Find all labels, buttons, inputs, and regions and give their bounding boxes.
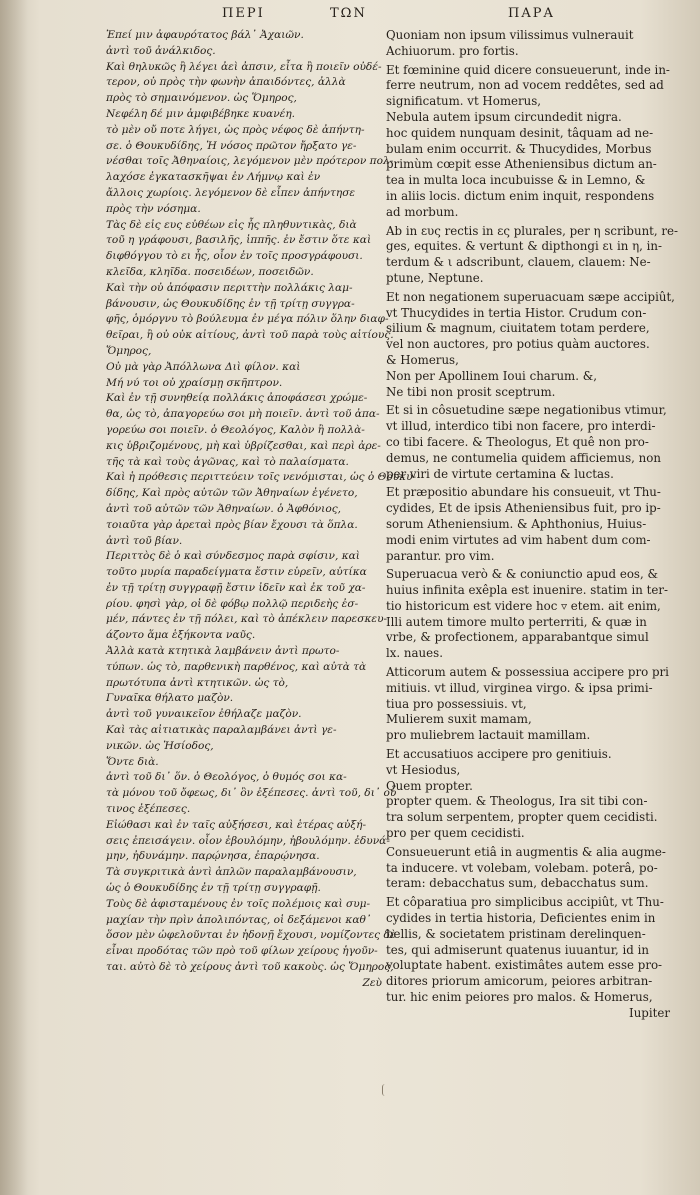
latin-line: primùm cœpit esse Atheniensibus dictum an-: [386, 157, 657, 172]
latin-line: vt Hesiodus,: [386, 762, 461, 777]
greek-catchword: Ζεὺ: [362, 976, 382, 989]
page-gutter-shadow: [0, 0, 28, 1195]
greek-line: Οὐ μὰ γὰρ Ἀπόλλωνα Διὶ φίλον. καὶ: [106, 360, 301, 373]
greek-line: ὅσον μὲν ὠφελοῦνται ἐν ἡδονῇ ἔχουσι, νομίζοντες δὲ: [106, 929, 396, 942]
latin-line: tes, qui admiserunt quatenus iuuantur, id in: [386, 942, 649, 957]
greek-line: άζοντο ἅμα ἑξήκοντα ναῦς.: [106, 629, 256, 642]
latin-line: Quoniam non ipsum vilissimus vulnerauit: [386, 28, 634, 42]
greek-line: Τοὺς δὲ ἀφισταμένους ἐν τοῖς πολέμοις καὶ συμ-: [106, 897, 371, 910]
greek-line: νικῶν. ὡς Ἡσίοδος,: [106, 739, 214, 752]
greek-line: Εἰώθασι καὶ ἐν ταῖς αὐξήσεσι, καὶ ἑτέρας αὐξή-: [106, 818, 367, 831]
greek-paragraph: [106, 549, 388, 644]
greek-line: εἶναι προδότας τῶν πρὸ τοῦ φίλων χείρους ἡγοῦν-: [106, 945, 378, 958]
latin-line: voluptate habent. existimâtes autem esse pro-: [386, 958, 663, 973]
greek-line: δίδης, Καὶ πρὸς αὐτῶν τῶν Ἀθηναίων ἐγένετο,: [106, 487, 358, 500]
latin-line: vt Thucydides in tertia Histor. Crudum con-: [386, 305, 647, 320]
greek-line: ἀντὶ τοῦ δι᾽ ὅν. ὁ Θεολόγος, ὁ θυμός σοι κα-: [106, 771, 347, 784]
greek-line: σεις ἐπεισάγειν. οἷον ἐβουλόμην, ἠβουλόμην. ἐδυνά-: [106, 834, 390, 847]
latin-line: Consueuerunt etiâ in augmentis & alia augme-: [386, 844, 666, 859]
greek-line: τερον, οὐ πρὸς τὴν φωνὴν ἀπαιδόντες, ἀλλὰ: [106, 76, 346, 89]
greek-paragraph: [106, 60, 394, 218]
greek-line: ἀντὶ τοῦ ἀνάλκιδος.: [106, 44, 216, 57]
latin-line: hoc quidem nunquam desinit, tâquam ad ne-: [386, 125, 654, 140]
margin-mark: [382, 1084, 388, 1096]
greek-line: Μή νύ τοι οὐ χραίσμῃ σκῆπτρον.: [106, 376, 283, 389]
greek-line: θα, ὡς τὸ, ἀπαγορεύω σοι μὴ ποιεῖν. ἀντὶ τοῦ ἀπα-: [106, 408, 380, 421]
latin-paragraph: [386, 665, 670, 744]
latin-line: Atticorum autem & possessiua accipere pro pri: [386, 665, 669, 680]
latin-line: tio historicum est videre hoc ▿ etem. ait enim,: [386, 598, 661, 613]
latin-paragraph: [386, 289, 675, 401]
latin-line: ad morbum.: [386, 204, 459, 219]
latin-line: tur. hic enim peiores pro malos. & Homerus,: [386, 990, 653, 1005]
latin-line: silium & magnum, ciuitatem totam perdere,: [386, 321, 650, 336]
greek-paragraph: [106, 723, 397, 818]
greek-paragraph: [106, 391, 382, 470]
latin-line: significatum. vt Homerus,: [386, 94, 542, 109]
latin-paragraph: [386, 28, 670, 60]
greek-paragraph: [106, 644, 382, 723]
greek-line: Καὶ τὴν οὐ ἀπόφασιν περιττὴν πολλάκις λαμ-: [106, 281, 353, 294]
latin-line: Nebula autem ipsum circundedit nigra.: [386, 109, 622, 124]
latin-line: Achiuorum. pro fortis.: [386, 43, 519, 58]
latin-line: lx. naues.: [386, 646, 443, 661]
latin-paragraph: [386, 223, 679, 287]
greek-line: ἐν τῇ τρίτῃ συγγραφῇ ἔστιν ἰδεῖν καὶ ἐκ τοῦ χα-: [106, 581, 366, 594]
latin-line: & Homerus,: [386, 352, 459, 367]
greek-paragraph: [106, 28, 382, 60]
latin-line: modi enim virtutes ad vim habent dum com-: [386, 532, 651, 547]
latin-line: teram: debacchatus sum, debacchatus sum.: [386, 876, 649, 891]
greek-line: ται. αὐτὸ δὲ τὸ χείρους ἀντὶ τοῦ κακοὺς. ὡς Ὅμηρος,: [106, 961, 394, 974]
latin-line: per viri de virtute certamina & luctas.: [386, 466, 614, 481]
latin-line: ta inducere. vt volebam, volebam. poterâ, po-: [386, 860, 658, 875]
greek-line: μαχίαν τὴν πρὶν ἀπολιπόντας, οἱ δεξάμενοι καθ᾽: [106, 913, 372, 926]
greek-line: τοῦ η γράφουσι, βασιλῆς, ἱππῆς. ἐν ἔστιν ὅτε καὶ: [106, 234, 372, 247]
greek-line: ἄλλοις χωρίοις. λεγόμενον δὲ εἶπεν ἀπήντησε: [106, 186, 356, 199]
greek-line: Νεφέλη δέ μιν ἀμφιβέβηκε κυανέη.: [106, 107, 296, 120]
latin-line: mitiuis. vt illud, virginea virgo. & ipsa primi-: [386, 680, 653, 695]
greek-line: Καὶ τὰς αἰτιατικὰς παραλαμβάνει ἀντὶ γε-: [106, 724, 337, 737]
latin-line: ptune, Neptune.: [386, 270, 484, 285]
greek-paragraph: [106, 818, 390, 865]
greek-line: φῆς, ὁμόργνυ τὸ βούλευμα ἐν μέγα πόλιν ὅλην διαφ-: [106, 313, 389, 326]
latin-line: demus, ne contumelia quidem afficiemus, non: [386, 450, 661, 465]
latin-line: ferre neutrum, non ad vocem reddêtes, sed ad: [386, 78, 664, 93]
greek-line: τοῦτο μυρία παραδείγματα ἔστιν εὑρεῖν, αὐτίκα: [106, 566, 367, 579]
latin-line: Quem propter.: [386, 778, 473, 793]
latin-paragraph: [386, 845, 670, 892]
latin-paragraph: [386, 485, 670, 564]
latin-line: Superuacua verò & & coniunctio apud eos, &: [386, 567, 658, 582]
greek-line: μέν, πάντες ἐν τῇ πόλει, καὶ τὸ ἀπέκλειν παρεσκευ-: [106, 613, 388, 626]
greek-line: κις ὑβριζομένους, μὴ καὶ ὑβρίζεσθαι, καὶ περὶ ἀρε-: [106, 439, 381, 452]
greek-line: πρωτότυπα ἀντὶ κτητικῶν. ὡς τὸ,: [106, 676, 289, 689]
greek-line: μην, ἠδυνάμην. παρῴνησα, ἐπαρῴνησα.: [106, 850, 320, 863]
latin-line: Ne tibi non prosit sceptrum.: [386, 384, 556, 399]
latin-text-column: [386, 28, 679, 1148]
greek-paragraph: [106, 218, 382, 281]
latin-line: Et præpositio abundare his consueuit, vt Thu-: [386, 485, 661, 500]
latin-line: terdum & ι adscribunt, clauem, clauem: Ne-: [386, 255, 651, 270]
running-head-left: ΠΕΡΙ: [222, 6, 265, 21]
greek-line: Καὶ ἡ πρόθεσις περιττεύειν τοῖς νενόμισται, ὡς ὁ Θουκυ-: [106, 471, 417, 484]
latin-line: Et côparatiua pro simplicibus accipiût, vt Thu-: [386, 895, 664, 910]
greek-line: ἀντὶ τοῦ βίαν.: [106, 534, 183, 547]
latin-line: ditores priorum amicorum, peiores arbitran-: [386, 974, 653, 989]
latin-line: sorum Atheniensium. & Aphthonius, Huius-: [386, 516, 647, 531]
latin-line: Et fœminine quid dicere consueuerunt, inde in-: [386, 62, 670, 77]
greek-line: ὡς ὁ Θουκυδίδης ἐν τῇ τρίτῃ συγγραφῇ.: [106, 882, 321, 895]
greek-line: ρίου. φησὶ γὰρ, οἱ δὲ φόβῳ πολλῷ περιδεὴς ἐσ-: [106, 597, 359, 610]
greek-line: τοιαῦτα γὰρ ἀρεταὶ πρὸς βίαν ἔχουσι τὰ ὅπλα.: [106, 518, 358, 531]
greek-line: τινος ἐξέπεσες.: [106, 803, 191, 816]
latin-line: propter quem. & Theologus, Ira sit tibi con-: [386, 794, 648, 809]
greek-line: Καὶ θηλυκῶς ἢ λέγει ἀεὶ ἀπσιν, εἶτα ἢ ποιεῖν οὐδέ-: [106, 60, 382, 73]
greek-line: τύπων. ὡς τὸ, παρθενικὴ παρθένος, καὶ αὐτὰ τὰ: [106, 660, 367, 673]
greek-line: γορεύω σοι ποιεῖν. ὁ Θεολόγος, Καλὸν ἢ πολλὰ-: [106, 423, 365, 436]
greek-line: Περιττὸς δὲ ὁ καὶ σύνδεσμος παρὰ σφίσιν, καὶ: [106, 550, 360, 563]
greek-line: ἀντὶ τοῦ γυναικεῖον ἐθήλαζε μαζὸν.: [106, 708, 302, 721]
latin-line: tea in multa loca incubuisse & in Lemno, &: [386, 173, 646, 188]
latin-line: co tibi facere. & Theologus, Et quê non pro-: [386, 434, 649, 449]
latin-paragraph: [386, 403, 670, 482]
greek-line: Ὅμηρος,: [106, 344, 152, 357]
greek-paragraph: [106, 281, 394, 392]
greek-line: πρὸς τὸ σημαινόμενον. ὡς Ὅμηρος,: [106, 92, 297, 105]
greek-line: Καὶ ἐν τῇ συνηθείᾳ πολλάκις ἀποφάσεσι χρώμε-: [106, 392, 368, 405]
greek-line: Τὰς δὲ εἰς ευς εὐθέων εἰς ἦς πληθυντικὰς, διὰ: [106, 218, 357, 231]
latin-line: Et si in côsuetudine sæpe negationibus vtimur,: [386, 403, 667, 418]
latin-line: Illi autem timore multo perterriti, & quæ in: [386, 614, 647, 629]
greek-line: Ἐπεί μιν ἀφαυρότατος βάλ᾽ Ἀχαιῶν.: [106, 29, 304, 41]
greek-line: λαχόσε ἐγκατασκῆψαι ἐν Λήμνῳ καὶ ἐν: [106, 171, 321, 184]
latin-line: cydides, Et de ipsis Atheniensibus fuit, pro ip-: [386, 501, 661, 516]
running-head: [0, 6, 700, 28]
greek-line: ἀντὶ τοῦ αὐτῶν τῶν Ἀθηναίων. ὁ Ἀφθόνιος,: [106, 502, 342, 515]
greek-paragraph: [106, 865, 396, 976]
greek-line: Τὰ συγκριτικὰ ἀντὶ ἁπλῶν παραλαμβάνουσιν,: [106, 866, 357, 879]
latin-paragraph: [386, 63, 670, 221]
greek-line: θεῖραι, ἢ οὐ οὐκ αἰτίους, ἀντὶ τοῦ παρὰ τοὺς αἰτίους.: [106, 329, 394, 342]
latin-line: vel non auctores, pro potius quàm auctores.: [386, 337, 650, 352]
latin-line: bellis, & societatem pristinam derelinquen-: [386, 926, 646, 941]
latin-line: in aliis locis. dictum enim inquit, respondens: [386, 188, 655, 203]
greek-line: τὸ μὲν οὔ ποτε λήγει, ὡς πρὸς νέφος δὲ ἀπήντη-: [106, 123, 365, 136]
latin-catchword: Iupiter: [629, 1005, 670, 1020]
latin-line: tra solum serpentem, propter quem cecidisti.: [386, 810, 658, 825]
latin-paragraph: [386, 747, 670, 842]
latin-line: huius infinita exêpla est inuenire. statim in ter-: [386, 583, 668, 598]
latin-line: Mulierem suxit mamam,: [386, 712, 532, 727]
latin-line: bulam enim occurrit. & Thucydides, Morbus: [386, 141, 652, 156]
greek-line: σε. ὁ Θουκυδίδης, Ἡ νόσος πρῶτον ἤρξατο γε-: [106, 139, 357, 152]
latin-line: tiua pro possessiuis. vt,: [386, 696, 527, 711]
greek-line: Ὅντε διὰ.: [106, 755, 159, 768]
greek-line: Ἀλλὰ κατὰ κτητικὰ λαμβάνειν ἀντὶ πρωτο-: [106, 645, 340, 658]
greek-paragraph: [106, 470, 417, 549]
greek-line: Γυναῖκα θήλατο μαζὸν.: [106, 692, 234, 705]
greek-line: νέσθαι τοῖς Ἀθηναίοις, λεγόμενον μὲν πρότερον πολ-: [106, 155, 394, 168]
latin-paragraph: [386, 895, 670, 1006]
latin-line: Et non negationem superuacuam sæpe accipiût,: [386, 289, 675, 304]
greek-line: κλεῖδα, κληῖδα. ποσειδέων, ποσειδῶν.: [106, 265, 314, 278]
greek-line: πρὸς τὴν νόσημα.: [106, 202, 201, 215]
latin-line: pro per quem cecidisti.: [386, 826, 525, 841]
greek-line: διφθόγγου τὸ ει ἦς, οἷον ἐν τοῖς προσγράφουσι.: [106, 250, 363, 263]
latin-line: Non per Apollinem Ioui charum. &,: [386, 368, 597, 383]
running-head-right: ΠΑΡΑ: [508, 6, 555, 21]
latin-line: cydides in tertia historia, Deficientes enim in: [386, 911, 656, 926]
latin-line: Et accusatiuos accipere pro genitiuis.: [386, 747, 612, 762]
latin-line: Ab in ευς rectis in ες plurales, per η scribunt, re-: [386, 223, 679, 238]
latin-line: vrbe, & profectionem, apparabantque simul: [386, 630, 649, 645]
latin-line: pro muliebrem lactauit mamillam.: [386, 728, 591, 743]
latin-line: vt illud, interdico tibi non facere, pro interdi-: [386, 419, 656, 434]
greek-line: τὰ μόνου τοῦ ὄφεως, δι᾽ ὃν ἐξέπεσες. ἀντὶ τοῦ, δι᾽ οὗ: [106, 787, 397, 800]
latin-line: ges, equites. & vertunt & dipthongi ει in η, in-: [386, 239, 662, 254]
latin-paragraph: [386, 567, 670, 662]
running-head-center: ΤΩΝ: [330, 6, 367, 21]
latin-line: parantur. pro vim.: [386, 548, 495, 563]
greek-line: βάνουσιν, ὡς Θουκυδίδης ἐν τῇ τρίτῃ συγγρα-: [106, 297, 355, 310]
greek-line: τῆς τὰ καὶ τοὺς ἀγῶνας, καὶ τὸ παλαίσματα.: [106, 455, 349, 468]
